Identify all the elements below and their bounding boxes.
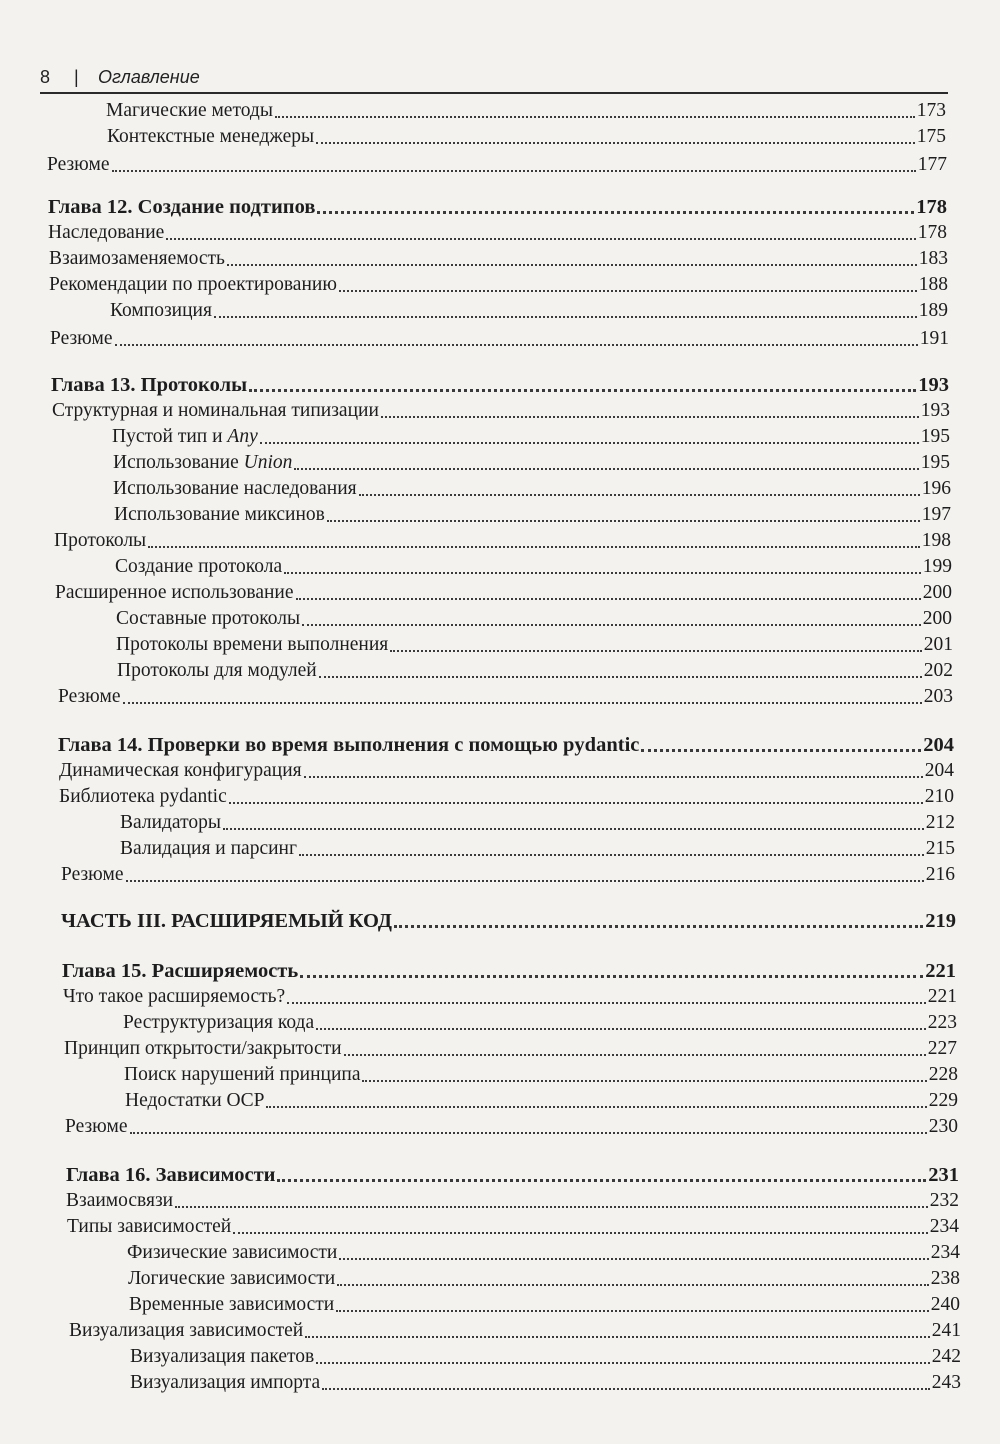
toc-page-number: 234: [929, 1216, 959, 1237]
toc-page-number: 234: [930, 1242, 960, 1263]
dot-leader: [126, 880, 924, 882]
header-title: Оглавление: [98, 67, 200, 87]
dot-leader: [304, 776, 923, 778]
toc-page-number: 223: [927, 1012, 957, 1033]
toc-entry: [115, 554, 952, 580]
dot-leader: [214, 316, 917, 318]
toc-entry: [110, 298, 948, 324]
toc-entry: [64, 1036, 957, 1062]
dot-leader: [166, 238, 915, 240]
dot-leader: [266, 1106, 926, 1108]
toc-entry-label: Магические методы: [106, 100, 273, 121]
dot-leader: [249, 389, 916, 392]
toc-entry: [50, 326, 949, 352]
toc-entry: [127, 1240, 960, 1266]
dot-leader: [302, 624, 921, 626]
toc-entry-label: Резюме: [47, 154, 110, 175]
dot-leader: [294, 468, 918, 470]
dot-leader: [359, 494, 920, 496]
toc-page-number: 189: [918, 300, 948, 321]
toc-page-number: 240: [930, 1294, 960, 1315]
toc-page-number: 188: [918, 274, 948, 295]
toc-page-number: 212: [925, 812, 955, 833]
toc-chapter: [62, 958, 956, 984]
toc-entry-label: Валидация и парсинг: [120, 838, 297, 859]
toc-page-number: 215: [925, 838, 955, 859]
dot-leader: [394, 925, 923, 928]
toc-entry-label: Логические зависимости: [128, 1268, 336, 1289]
toc-entry-label: Протоколы: [54, 530, 147, 551]
toc-entry-label: Глава 12. Создание подтипов: [48, 196, 316, 218]
toc-part: [61, 908, 956, 934]
dot-leader: [287, 1002, 926, 1004]
toc-entry: [114, 502, 951, 528]
toc-page-number: 228: [928, 1064, 958, 1085]
dot-leader: [233, 1232, 928, 1234]
toc-entry: [113, 450, 950, 476]
toc-page-number: 197: [921, 504, 951, 525]
toc-chapter: [58, 732, 954, 758]
toc-entry: [116, 606, 952, 632]
dot-leader: [390, 650, 921, 652]
dot-leader: [319, 676, 922, 678]
toc-page-number: 178: [917, 222, 947, 243]
dot-leader: [130, 1132, 927, 1134]
toc-entry-label: Протоколы времени выполнения: [116, 634, 389, 655]
toc-chapter: [66, 1162, 959, 1188]
toc-entry: [49, 246, 948, 272]
toc-entry: [63, 984, 957, 1010]
dot-leader: [339, 290, 917, 292]
dot-leader: [223, 828, 924, 830]
toc-entry-label: Поиск нарушений принципа: [124, 1064, 361, 1085]
toc-entry-label: Резюме: [65, 1116, 128, 1137]
toc-entry-label: Использование Union: [113, 452, 293, 473]
dot-leader: [296, 598, 921, 600]
toc-entry-label: Глава 14. Проверки во время выполнения с помощью pydantic: [58, 734, 640, 756]
dot-leader: [148, 546, 920, 548]
toc-page-number: 204: [924, 760, 954, 781]
toc-entry: [123, 1010, 957, 1036]
toc-entry-label: Библиотека pydantic: [59, 786, 227, 807]
dot-leader: [381, 416, 919, 418]
toc-page-number: 243: [931, 1372, 961, 1393]
toc-entry-label: Визуализация зависимостей: [69, 1320, 304, 1341]
toc-entry: [113, 476, 951, 502]
toc-entry: [116, 632, 953, 658]
toc-page-number: 196: [921, 478, 951, 499]
toc-entry-label: Использование миксинов: [114, 504, 325, 525]
toc-entry-label: Валидаторы: [120, 812, 221, 833]
toc-page-number: 221: [927, 986, 957, 1007]
toc-entry: [47, 152, 947, 178]
toc-page-number: 238: [930, 1268, 960, 1289]
toc-entry-label: Недостатки OCP: [125, 1090, 265, 1111]
toc-entry-label: Визуализация пакетов: [130, 1346, 315, 1367]
dot-leader: [123, 702, 922, 704]
toc-entry-label: Использование наследования: [113, 478, 357, 499]
toc-page-number: 193: [920, 400, 950, 421]
dot-leader: [339, 1258, 928, 1260]
toc-entry-label: Резюме: [61, 864, 124, 885]
toc-entry: [124, 1062, 958, 1088]
toc-entry: [69, 1318, 961, 1344]
toc-entry-label: Глава 16. Зависимости: [66, 1164, 276, 1186]
dot-leader: [305, 1336, 930, 1338]
dot-leader: [336, 1310, 929, 1312]
dot-leader: [275, 116, 915, 118]
toc-entry: [61, 862, 955, 888]
dot-leader: [344, 1054, 926, 1056]
dot-leader: [115, 344, 918, 346]
header-separator: |: [74, 67, 79, 87]
dot-leader: [641, 749, 921, 752]
toc-page-number: 177: [917, 154, 947, 175]
dot-leader: [284, 572, 921, 574]
toc-entry: [117, 658, 953, 684]
toc-entry-label: Составные протоколы: [116, 608, 301, 629]
toc-entry-label: Глава 13. Протоколы: [51, 374, 248, 396]
toc-page-number: 178: [916, 196, 947, 218]
toc-page-number: 230: [928, 1116, 958, 1137]
toc-page-number: 221: [925, 960, 956, 982]
toc-entry: [66, 1188, 959, 1214]
toc-entry-label: Структурная и номинальная типизации: [52, 400, 379, 421]
toc-entry-label: Визуализация импорта: [130, 1372, 321, 1393]
toc-page-number: 219: [925, 910, 956, 932]
toc-entry-label: Протоколы для модулей: [117, 660, 317, 681]
toc-entry-label: Наследование: [48, 222, 165, 243]
dot-leader: [175, 1206, 928, 1208]
toc-page-number: 203: [923, 686, 953, 707]
dot-leader: [322, 1388, 930, 1390]
dot-leader: [337, 1284, 929, 1286]
toc-page-number: 201: [923, 634, 953, 655]
dot-leader: [277, 1179, 926, 1182]
toc-page-number: 204: [923, 734, 954, 756]
toc-entry: [52, 398, 950, 424]
toc-entry-label: Резюме: [50, 328, 113, 349]
toc-page-number: 216: [925, 864, 955, 885]
toc-entry-label: Контекстные менеджеры: [107, 126, 315, 147]
dot-leader: [316, 1028, 926, 1030]
toc-entry: [128, 1266, 960, 1292]
toc-entry-label: Типы зависимостей: [67, 1216, 232, 1237]
toc-page-number: 193: [918, 374, 949, 396]
dot-leader: [300, 975, 923, 978]
toc-entry: [55, 580, 952, 606]
dot-leader: [327, 520, 920, 522]
toc-page-number: 231: [928, 1164, 959, 1186]
toc-page-number: 195: [920, 426, 950, 447]
toc-entry: [49, 272, 948, 298]
dot-leader: [299, 854, 924, 856]
toc-page-number: 241: [931, 1320, 961, 1341]
toc-page-number: 210: [924, 786, 954, 807]
toc-entry-label: Взаимозаменяемость: [49, 248, 225, 269]
toc-entry: [129, 1292, 960, 1318]
toc-entry-label: Что такое расширяемость?: [63, 986, 286, 1007]
toc-entry: [65, 1114, 958, 1140]
toc-entry-label: Рекомендации по проектированию: [49, 274, 337, 295]
toc-page-number: 173: [916, 100, 946, 121]
toc-entry: [120, 810, 955, 836]
toc-entry-label: Временные зависимости: [129, 1294, 335, 1315]
dot-leader: [316, 142, 915, 144]
toc-entry: [107, 124, 946, 150]
toc-page-number: 183: [918, 248, 948, 269]
toc-entry: [58, 684, 953, 710]
toc-entry: [130, 1370, 961, 1396]
toc-entry-label: ЧАСТЬ III. РАСШИРЯЕМЫЙ КОД: [61, 910, 393, 932]
toc-entry: [54, 528, 951, 554]
toc-entry-label: Пустой тип и Any: [112, 426, 258, 447]
toc-chapter: [48, 194, 947, 220]
toc-entry: [130, 1344, 961, 1370]
toc-page-number: 200: [922, 582, 952, 603]
toc-entry: [125, 1088, 958, 1114]
toc-chapter: [51, 372, 949, 398]
dot-leader: [260, 442, 919, 444]
toc-entry: [59, 758, 954, 784]
toc-entry: [48, 220, 947, 246]
toc-entry-label: Создание протокола: [115, 556, 283, 577]
dot-leader: [227, 264, 917, 266]
toc-page-number: 175: [916, 126, 946, 147]
toc-entry: [59, 784, 954, 810]
toc-page-number: 229: [928, 1090, 958, 1111]
toc-entry: [112, 424, 950, 450]
toc-entry: [120, 836, 955, 862]
toc-entry-label: Композиция: [110, 300, 212, 321]
toc-page-number: 202: [923, 660, 953, 681]
toc-entry-label: Резюме: [58, 686, 121, 707]
dot-leader: [317, 211, 914, 214]
dot-leader: [112, 170, 916, 172]
toc-entry-label: Взаимосвязи: [66, 1190, 174, 1211]
toc-entry-label: Глава 15. Расширяемость: [62, 960, 299, 982]
page-number: 8: [40, 67, 51, 87]
toc-entry-label: Расширенное использование: [55, 582, 294, 603]
toc-entry: [106, 98, 946, 124]
dot-leader: [229, 802, 923, 804]
toc-page-number: 195: [920, 452, 950, 473]
toc-entry: [67, 1214, 959, 1240]
toc-entry-label: Принцип открытости/закрытости: [64, 1038, 342, 1059]
toc-page-number: 198: [921, 530, 951, 551]
dot-leader: [362, 1080, 926, 1082]
toc-page-number: 200: [922, 608, 952, 629]
toc-page-number: 232: [929, 1190, 959, 1211]
dot-leader: [316, 1362, 929, 1364]
toc-entry-label: Физические зависимости: [127, 1242, 338, 1263]
toc-entry-label: Динамическая конфигурация: [59, 760, 302, 781]
toc-page-number: 242: [931, 1346, 961, 1367]
toc-entry-label: Реструктуризация кода: [123, 1012, 315, 1033]
toc-page-number: 227: [927, 1038, 957, 1059]
toc-page-number: 199: [922, 556, 952, 577]
toc-page-number: 191: [919, 328, 949, 349]
